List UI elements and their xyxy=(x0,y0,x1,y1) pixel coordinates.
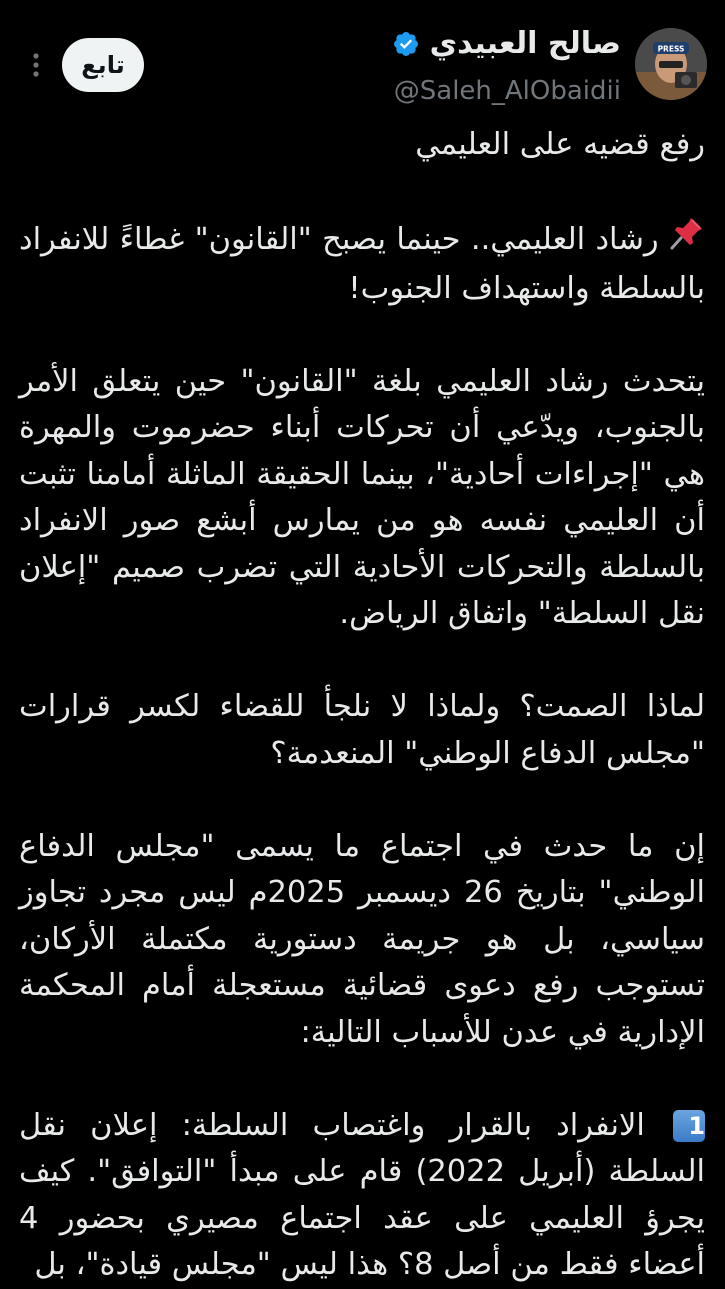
author-display-name[interactable]: صالح العبيدي xyxy=(429,26,621,61)
tweet-text xyxy=(19,122,705,1289)
follow-button[interactable]: تابع xyxy=(62,38,144,92)
tweet-paragraph-2-text: رشاد العليمي.. حينما يصبح "القانون" غطاءً للانفراد بالسلطة واستهداف الجنوب! xyxy=(19,221,705,306)
author-handle[interactable]: @Saleh_AlObaidii xyxy=(393,76,621,106)
more-options-icon[interactable] xyxy=(26,50,46,80)
verified-badge-icon xyxy=(392,30,420,58)
tweet-paragraph-4: لماذا الصمت؟ ولماذا لا نلجأ للقضاء لكسر قرارات "مجلس الدفاع الوطني" المنعدمة؟ xyxy=(19,689,705,771)
author-avatar[interactable] xyxy=(635,28,707,100)
tweet-paragraph-3: يتحدث رشاد العليمي بلغة "القانون" حين يتعلق الأمر بالجنوب، ويدّعي أن تحركات أبناء حضرموت والمهرة هي "إجراءات أحادية"، بينما الحقيقة الماثلة أمامنا تثبت أن العليمي نفسه هو من يمارس أبشع صور الانفراد بالسلطة والتحركات الأحادية التي تضرب صميم "إعلان نقل السلطة" واتفاق الرياض. xyxy=(19,363,705,631)
tweet-paragraph-5: إن ما حدث في اجتماع ما يسمى "مجلس الدفاع الوطني" بتاريخ 26 ديسمبر 2025م ليس مجرد تجاوز سياسي، بل هو جريمة دستورية مكتملة الأركان، تستوجب رفع دعوى قضائية مستعجلة أمام المحكمة الإدارية في عدن للأسباب التالية: xyxy=(19,828,706,1050)
keycap-number-icon: 1 xyxy=(673,1110,705,1142)
tweet-paragraph-2 xyxy=(19,215,705,312)
avatar-image xyxy=(635,28,707,100)
tweet-header xyxy=(0,0,725,120)
avatar-badge: PRESS xyxy=(657,44,685,54)
tweet-paragraph-1: رفع قضيه على العليمي xyxy=(415,127,705,162)
pushpin-icon xyxy=(669,215,705,266)
tweet-paragraph-6 xyxy=(19,1103,705,1289)
author-name-row[interactable] xyxy=(392,26,621,61)
tweet-paragraph-6-text: الانفراد بالقرار واغتصاب السلطة: إعلان نقل السلطة (أبريل 2022) قام على مبدأ "التوافق". كيف يجرؤ العليمي على عقد اجتماع مصيري بحضور 4 أعضاء فقط من أصل 8؟ هذا ليس "مجلس قيادة"، بل xyxy=(19,1107,706,1282)
